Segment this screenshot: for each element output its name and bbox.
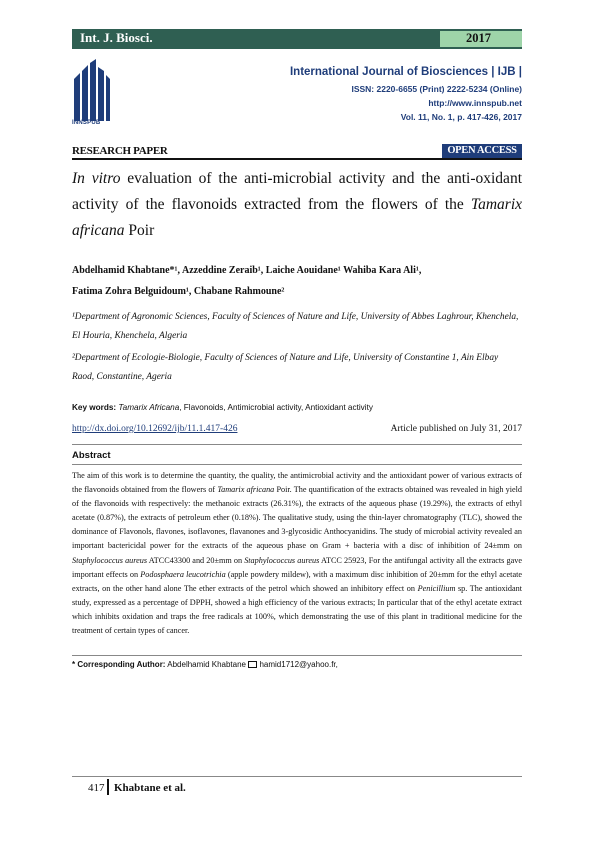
keywords-label: Key words: <box>72 403 117 412</box>
journal-volume: Vol. 11, No. 1, p. 417-426, 2017 <box>400 112 522 122</box>
journal-short-name: Int. J. Biosci. <box>80 30 153 45</box>
doi-link[interactable]: http://dx.doi.org/10.12692/ijb/11.1.417-426 <box>72 424 238 434</box>
logo-text: INNSPUB <box>72 120 101 126</box>
abstract-text <box>72 469 522 638</box>
keywords-rest: , Flavonoids, Antimicrobial activity, Antioxidant activity <box>179 403 373 412</box>
abstract-seg: ATCC 25923, For the antifungal activity all the extracts gave important effects on <box>72 555 522 579</box>
page-number: 417 <box>88 782 105 794</box>
corresponding-name: Abdelhamid Khabtane <box>167 660 246 669</box>
corresponding-email[interactable]: hamid1712@yahoo.fr, <box>259 660 338 669</box>
published-date: Article published on July 31, 2017 <box>390 424 522 434</box>
footer-rule <box>72 776 522 777</box>
authors-line-2: Fatima Zohra Belguidoum¹, Chabane Rahmoune² <box>72 286 285 297</box>
corresponding-label: * Corresponding Author: <box>72 660 166 669</box>
abstract-species: Podosphaera leucotrichia <box>140 569 226 579</box>
abstract-seg: sp. The antioxidant study, expressed as a percentage of DPPH, showed a high efficiency of the various extracts; In particular that of the ethyl acetate extract which inhibits oxidation and traps the free radicals at 100%, which demonstrating the use of this plant in traditional medicine for the treatment of certain types of cancer. <box>72 583 523 636</box>
keywords <box>72 403 522 412</box>
authors <box>72 260 522 302</box>
article-type: RESEARCH PAPER <box>72 145 168 157</box>
open-access-badge: OPEN ACCESS <box>442 144 522 158</box>
journal-url[interactable]: http://www.innspub.net <box>428 98 522 108</box>
abstract-species: Penicillium <box>417 583 456 593</box>
abstract-seg: Poir. The quantification of the extracts obtained was revealed in high yield of the flavonoids with respectively: the methanoic extracts (26.31%), the extracts of the aqueous phase (19.29%), the extracts of ethyl acetate (0.87%), the extracts of petroleum ether (0.18%). The qualitative study, using the thin-layer chromatography (TLC), showed the dominance of Flavonols, flavones, isoflavones, flavanones and 3-glycosidic Anthocyanidins. The study of microbial activity revealed an important bactericidal power for the extracts of the aqueous phase on Gram + bacteria with a disc of inhibition of 24±mm on <box>72 485 522 551</box>
envelope-icon <box>248 661 257 668</box>
abstract-species: Staphylococcus aureus <box>244 555 320 565</box>
innspub-logo-icon <box>72 59 112 127</box>
affiliation-1: ¹Department of Agronomic Sciences, Faculty of Sciences of Nature and Life, University of Abbes Laghrour, Khenchela, El Houria, Khenchela, Algeria <box>72 312 519 341</box>
article-type-rule <box>72 158 522 160</box>
divider <box>72 444 522 445</box>
abstract-species: Tamarix africana <box>217 485 275 495</box>
abstract-seg: The aim of this work is to determine the quantity, the quality, the antimicrobial activity and the antioxidant power of various extracts of the flavonoids obtained from the flowers of <box>72 471 522 495</box>
title-part-2: Poir <box>124 222 155 239</box>
authors-line-1: Abdelhamid Khabtane*¹, Azzeddine Zeraib¹, Laiche Aouidane¹ Wahiba Kara Ali¹, <box>72 265 422 276</box>
affiliation-2: ²Department of Ecologie-Biologie, Faculty of Sciences of Nature and Life, University of Constantine 1, Ain Elbay Raod, Constantine, Ageria <box>72 353 499 382</box>
journal-issn: ISSN: 2220-6655 (Print) 2222-5234 (Online) <box>351 84 522 94</box>
title-italic-2: Tamarix africana <box>72 196 522 239</box>
article-title <box>72 166 522 244</box>
abstract-seg: (apple powdery mildew), with a maximum disc inhibition of 20±mm for the ethyl acetate extracts, on the other hand alone The ether extracts of the petrol which showed an inhibitory effect on <box>72 569 522 593</box>
abstract-heading: Abstract <box>72 450 111 461</box>
abstract-species: Staphylococcus aureus <box>72 555 148 565</box>
journal-title: International Journal of Biosciences | IJB | <box>289 66 522 78</box>
footer-author: Khabtane et al. <box>114 782 186 794</box>
title-italic-1: In vitro <box>72 170 121 187</box>
abstract-seg: ATCC43300 and 20±mm on <box>147 555 245 565</box>
keywords-italic: Tamarix Africana <box>118 403 180 412</box>
title-part-1: evaluation of the anti-microbial activity and the anti-oxidant activity of the flavonoids extracted from the flowers of the <box>72 170 522 213</box>
divider <box>72 655 522 656</box>
corresponding-author <box>72 660 338 669</box>
divider <box>72 464 522 465</box>
footer-separator <box>107 779 109 795</box>
year: 2017 <box>466 31 491 45</box>
